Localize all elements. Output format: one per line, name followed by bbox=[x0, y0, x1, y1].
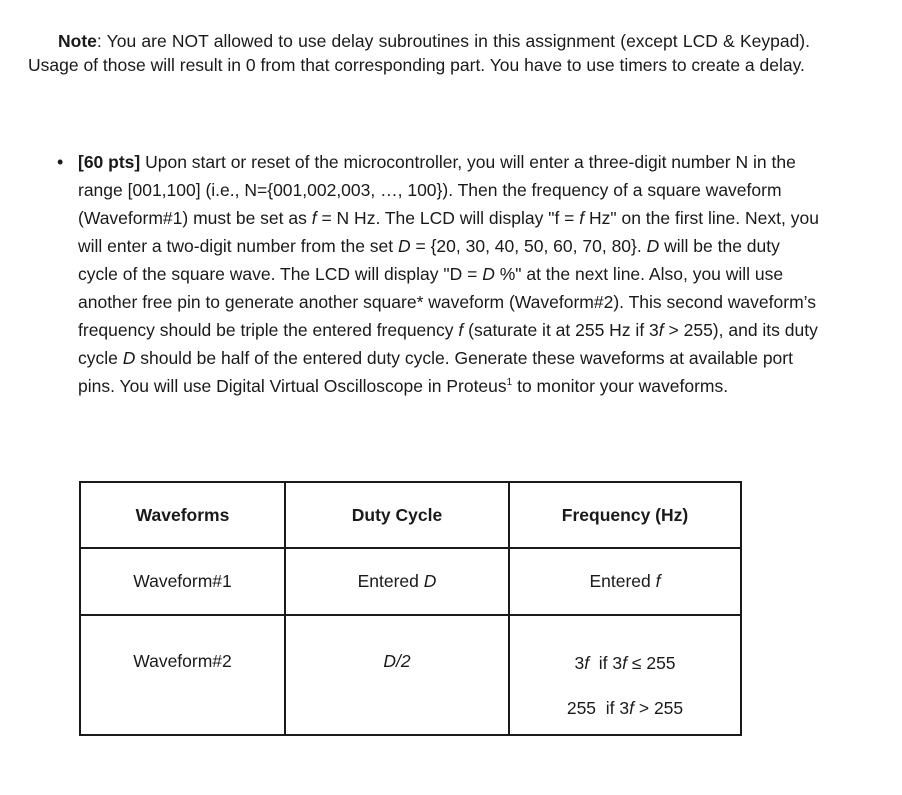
freq-text: > 255 bbox=[634, 698, 684, 718]
waveform1-frequency bbox=[509, 548, 741, 615]
freq-text: ≤ 255 bbox=[627, 653, 676, 673]
waveform2-frequency bbox=[509, 615, 741, 735]
footnote-marker: 1 bbox=[506, 377, 513, 388]
var-f: f bbox=[584, 653, 590, 673]
bullet-icon: • bbox=[57, 152, 64, 172]
var-d: D bbox=[646, 236, 660, 256]
var-f: f bbox=[629, 698, 634, 718]
var-f: f bbox=[579, 208, 585, 228]
header-waveforms: Waveforms bbox=[80, 482, 285, 548]
duty-half-value: D/2 bbox=[383, 651, 411, 671]
var-f: f bbox=[458, 320, 464, 340]
var-f: f bbox=[658, 320, 664, 340]
freq-text: if 3 bbox=[589, 653, 623, 673]
task-text-10: to monitor your waveforms. bbox=[512, 376, 729, 396]
task-text-7: (saturate it at 255 Hz if 3 bbox=[463, 320, 659, 340]
note-paragraph bbox=[28, 29, 810, 77]
var-d: D bbox=[398, 236, 411, 256]
duty-prefix: Entered bbox=[357, 571, 424, 591]
freq-rule-2 bbox=[510, 674, 740, 719]
task-description bbox=[78, 148, 819, 400]
header-duty-cycle: Duty Cycle bbox=[285, 482, 509, 548]
waveform2-label: Waveform#2 bbox=[133, 651, 232, 671]
var-f: f bbox=[655, 571, 661, 591]
task-text-1: Upon start or reset of the microcontroller, you will enter a three-digit number N in the range [001,100] (i.e., N={001,002,003, …, 100}). Then the frequency of a square waveform (Waveform#1) must be set as bbox=[78, 152, 796, 228]
freq-text: 3 bbox=[574, 653, 585, 673]
waveform2-duty bbox=[285, 615, 509, 735]
table-row bbox=[80, 615, 741, 735]
note-text: : You are NOT allowed to use delay subroutines in this assignment (except LCD & Keypad). Usage of those will result in 0 from that corresponding part. You have to use timers to create a delay. bbox=[28, 31, 810, 75]
task-item bbox=[57, 148, 819, 400]
table-row bbox=[80, 548, 741, 615]
var-d: D bbox=[482, 264, 495, 284]
waveform1-duty bbox=[285, 548, 509, 615]
var-d: D bbox=[122, 348, 136, 368]
header-frequency: Frequency (Hz) bbox=[509, 482, 741, 548]
task-text-2: = N Hz. The LCD will display "f = bbox=[316, 208, 580, 228]
note-label: Note bbox=[58, 31, 97, 51]
var-f: f bbox=[311, 208, 317, 228]
duty-half bbox=[286, 616, 508, 672]
task-text-5: will be the duty cycle of the square wave. The LCD will display "D = bbox=[78, 236, 780, 284]
task-text-4: = {20, 30, 40, 50, 60, 70, 80}. bbox=[410, 236, 647, 256]
task-text-6: %" at the next line. Also, you will use another free pin to generate another square* waveform (Waveform#2). This second waveform’s frequency should be triple the entered frequency bbox=[78, 264, 816, 340]
waveform2-name bbox=[80, 615, 285, 735]
var-f: f bbox=[622, 653, 628, 673]
task-text-9: should be half of the entered duty cycle. Generate these waveforms at available port pins. You will use Digital Virtual Oscilloscope in Proteus bbox=[78, 348, 793, 396]
freq-prefix: Entered bbox=[589, 571, 656, 591]
waveform-table bbox=[79, 481, 742, 736]
freq-text: 255 if 3 bbox=[566, 698, 630, 718]
var-d: D bbox=[423, 571, 437, 591]
task-text-8: > 255), and its duty cycle bbox=[78, 320, 818, 368]
waveform1-name: Waveform#1 bbox=[80, 548, 285, 615]
points-label: [60 pts] bbox=[78, 152, 141, 172]
freq-rule-1 bbox=[510, 616, 740, 674]
task-text-3: Hz" on the first line. Next, you will enter a two-digit number from the set bbox=[78, 208, 819, 256]
table-header-row bbox=[80, 482, 741, 548]
